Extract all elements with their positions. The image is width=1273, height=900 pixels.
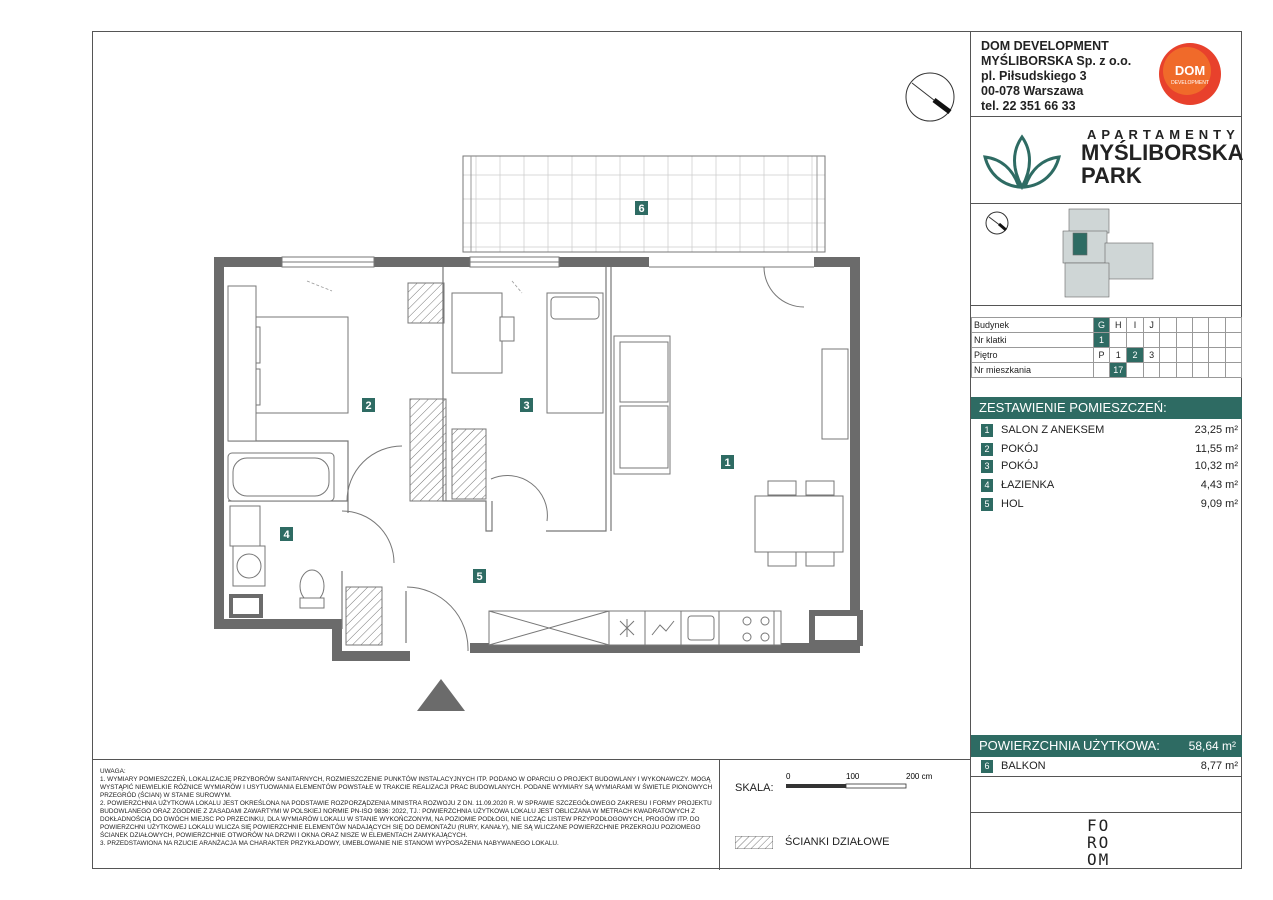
meta-cell: [1127, 333, 1144, 348]
meta-cell: 1: [1110, 348, 1127, 363]
meta-cell: G: [1093, 318, 1110, 333]
room-label-6: 6: [638, 203, 645, 215]
room-name: ŁAZIENKA: [1001, 479, 1055, 491]
meta-cell: [1193, 363, 1209, 378]
room-name: SALON Z ANEKSEM: [1001, 424, 1105, 436]
meta-row: [972, 363, 1242, 378]
room-num: 1: [981, 424, 993, 437]
meta-cell: [1160, 318, 1176, 333]
balcony-row: [971, 756, 1242, 777]
scale-tick: 0: [786, 772, 791, 781]
scale-label: SKALA:: [735, 782, 774, 794]
room-num: 2: [981, 443, 993, 456]
brand-tagline: APARTAMENTY: [1087, 127, 1240, 142]
meta-cell: H: [1110, 318, 1127, 333]
room-label-1: 1: [724, 457, 731, 469]
brand-block: [979, 123, 1244, 203]
meta-cell: [1193, 318, 1209, 333]
meta-cell: [1193, 333, 1209, 348]
dom-development-logo: [1157, 41, 1223, 107]
room-area: 9,09 m²: [1200, 498, 1238, 510]
apartment-meta-table: [971, 317, 1242, 378]
meta-cell: J: [1143, 318, 1160, 333]
note-item: 2. POWIERZCHNIA UŻYTKOWA LOKALU JEST OKREŚLONA NA PODSTAWIE ROZPORZĄDZENIA MINISTRA ROZWOJU Z DN. 11.09.2020 R. W SPRAWIE SZCZEGÓŁOWEGO ZAKRESU I FORMY PROJEKTU BUDOWLANEGO ORAZ ZGODNIE Z ZASADAMI ZAWARTYMI W POLSKIEJ NORMIE PN-ISO 9836: 2022, TJ.: POWIERZCHNIA UŻYTKOWA LOKALU JEST OBLICZANA W METRACH KWADRATOWYCH Z DOKŁADNOŚCIĄ DO DWÓCH MIEJSC PO PRZECINKU, DLA WYMIARÓW LOKALU W STANIE WYKOŃCZONYM, NA POZIOMIE PODŁOGI, NIE LICZĄC LISTEW PRZYPODŁOGOWYCH, PROGÓW ITP. DO POWIERZCHNI UŻYTKOWEJ LOKALU WLICZA SIĘ POWIERZCHNIE ELEMENTÓW NADAJĄCYCH SIĘ DO DEMONTAŻU (RURY, KANAŁY), NIE SĄ WLICZANE POWIERZCHNIE PRZEKROJU POZIOMEGO ŚCIANEK DZIAŁOWYCH, POWIERZCHNIE OTWORÓW NA DRZWI I OKNA ORAZ NISZE W ELEMENTACH ZAMYKAJĄCYCH.: [100, 800, 712, 839]
keyplan-compass-icon: [986, 212, 1008, 234]
room-row: [971, 476, 1242, 495]
meta-cell: [1127, 363, 1144, 378]
room3-furniture: [410, 293, 603, 501]
balcony-num: 6: [981, 760, 993, 773]
meta-cell: 3: [1143, 348, 1160, 363]
company-line: tel. 22 351 66 33: [981, 99, 1076, 113]
meta-cell: [1225, 318, 1241, 333]
usable-area-value: 58,64 m²: [1188, 739, 1236, 753]
divider: [971, 116, 1242, 117]
company-line: 00-078 Warszawa: [981, 84, 1084, 98]
meta-cell: I: [1127, 318, 1144, 333]
partition-label: ŚCIANKI DZIAŁOWE: [785, 836, 890, 848]
usable-area-label: POWIERZCHNIA UŻYTKOWA:: [979, 738, 1160, 753]
meta-cell: [1093, 363, 1110, 378]
meta-cell: [1225, 363, 1241, 378]
meta-cell: [1209, 348, 1225, 363]
meta-label: Nr klatki: [972, 333, 1094, 348]
meta-cell: [1160, 348, 1176, 363]
room-num: 4: [981, 479, 993, 492]
scale-bar: [786, 770, 946, 796]
room-area: 4,43 m²: [1200, 479, 1238, 491]
company-line: DOM DEVELOPMENT: [981, 39, 1109, 53]
meta-cell: [1176, 363, 1192, 378]
meta-row: [972, 318, 1242, 333]
meta-row: [972, 333, 1242, 348]
room-label-2: 2: [365, 400, 372, 412]
meta-row: [972, 348, 1242, 363]
room-area: 11,55 m²: [1195, 443, 1238, 455]
meta-cell: 17: [1110, 363, 1127, 378]
room-name: POKÓJ: [1001, 460, 1039, 472]
usable-area-heading: [971, 735, 1242, 757]
notes: [100, 768, 713, 848]
notes-title: UWAGA:: [100, 768, 126, 775]
meta-cell: P: [1093, 348, 1110, 363]
room-num: 5: [981, 498, 993, 511]
meta-cell: 1: [1093, 333, 1110, 348]
kitchen-counter: [489, 611, 781, 645]
room-area: 10,32 m²: [1194, 460, 1238, 472]
room-name: POKÓJ: [1001, 443, 1039, 455]
partition-swatch-icon: [735, 836, 773, 849]
room-row: [971, 495, 1242, 514]
logo-text-top: DOM: [1174, 63, 1206, 78]
room-name: HOL: [1001, 498, 1024, 510]
meta-cell: 2: [1127, 348, 1144, 363]
entrance-arrow-icon: [417, 679, 465, 711]
meta-cell: [1160, 363, 1176, 378]
foroom-logo: [1087, 817, 1110, 868]
living-furniture: [614, 336, 848, 566]
rooms-summary-title: ZESTAWIENIE POMIESZCZEŃ:: [979, 400, 1167, 415]
meta-cell: [1176, 333, 1192, 348]
room-row: [971, 457, 1242, 476]
meta-label: Budynek: [972, 318, 1094, 333]
meta-cell: [1209, 333, 1225, 348]
meta-cell: [1176, 348, 1192, 363]
divider: [971, 812, 1242, 813]
meta-cell: [1193, 348, 1209, 363]
brand-name-line1: MYŚLIBORSKA: [1081, 140, 1244, 165]
info-sidebar: [970, 31, 1242, 869]
note-item: 3. PRZEDSTAWIONA NA RZUCIE ARANŻACJA MA CHARAKTER PRZYKŁADOWY, UMEBLOWANIE NIE STANOWI WYPOSAŻENIA NABYWANEGO LOKALU.: [100, 840, 559, 847]
company-line: pl. Piłsudskiego 3: [981, 69, 1087, 83]
scale-tick: 100: [846, 772, 860, 781]
note-item: 1. WYMIARY POMIESZCZEŃ, LOKALIZACJĘ PRZYBORÓW SANITARNYCH, ROZMIESZCZENIE PUNKTÓW INSTALACYJNYCH ITP. PODANO W OPARCIU O PROJEKT BUDOWLANY I WYKONAWCZY. MOGĄ WYSTĄPIĆ NIEWIELKIE RÓŻNICE WYMIARÓW I USYTUOWANIA ELEMENTÓW POWSTAŁE W TRAKCIE REALIZACJI PRAC BUDOWLANYCH. PODANE WYMIARY SĄ WYMIARAMI W ŚWIETLE PIONOWYCH PRZEGRÓD (ŚCIAN) W STANIE SUROWYM.: [100, 776, 713, 799]
meta-label: Piętro: [972, 348, 1094, 363]
building-keyplan: [971, 203, 1242, 305]
compass-icon: [906, 73, 954, 121]
meta-cell: [1209, 318, 1225, 333]
windows: [282, 257, 814, 293]
room-label-3: 3: [523, 400, 530, 412]
meta-cell: [1160, 333, 1176, 348]
room-num: 3: [981, 460, 993, 473]
brand-name-line2: PARK: [1081, 163, 1142, 188]
foroom-line: FO: [1087, 816, 1111, 835]
scale-tick: 200 cm: [906, 772, 933, 781]
rooms-summary-heading: [971, 397, 1242, 419]
company-address: [981, 39, 1131, 114]
leaf-logo-icon: [979, 129, 1065, 195]
balcony-name: BALKON: [1001, 760, 1046, 772]
room-label-5: 5: [476, 571, 483, 583]
room-area: 23,25 m²: [1194, 424, 1238, 436]
footer: [92, 759, 970, 870]
meta-cell: [1143, 333, 1160, 348]
room-label-4: 4: [283, 529, 290, 541]
room-row: [971, 421, 1242, 440]
logo-text-bottom: DEVELOPMENT: [1171, 80, 1209, 86]
foroom-line: RO: [1087, 833, 1111, 852]
divider: [719, 760, 720, 870]
meta-cell: [1225, 348, 1241, 363]
balcony-area: 8,77 m²: [1200, 760, 1238, 772]
company-line: MYŚLIBORSKA Sp. z o.o.: [981, 54, 1132, 68]
meta-label: Nr mieszkania: [972, 363, 1094, 378]
meta-cell: [1209, 363, 1225, 378]
foroom-line: OM: [1087, 850, 1111, 869]
brand-name: [1081, 141, 1244, 187]
meta-cell: [1225, 333, 1241, 348]
meta-cell: [1176, 318, 1192, 333]
divider: [971, 305, 1242, 306]
meta-cell: [1143, 363, 1160, 378]
floor-plan: [92, 31, 970, 759]
meta-cell: [1110, 333, 1127, 348]
